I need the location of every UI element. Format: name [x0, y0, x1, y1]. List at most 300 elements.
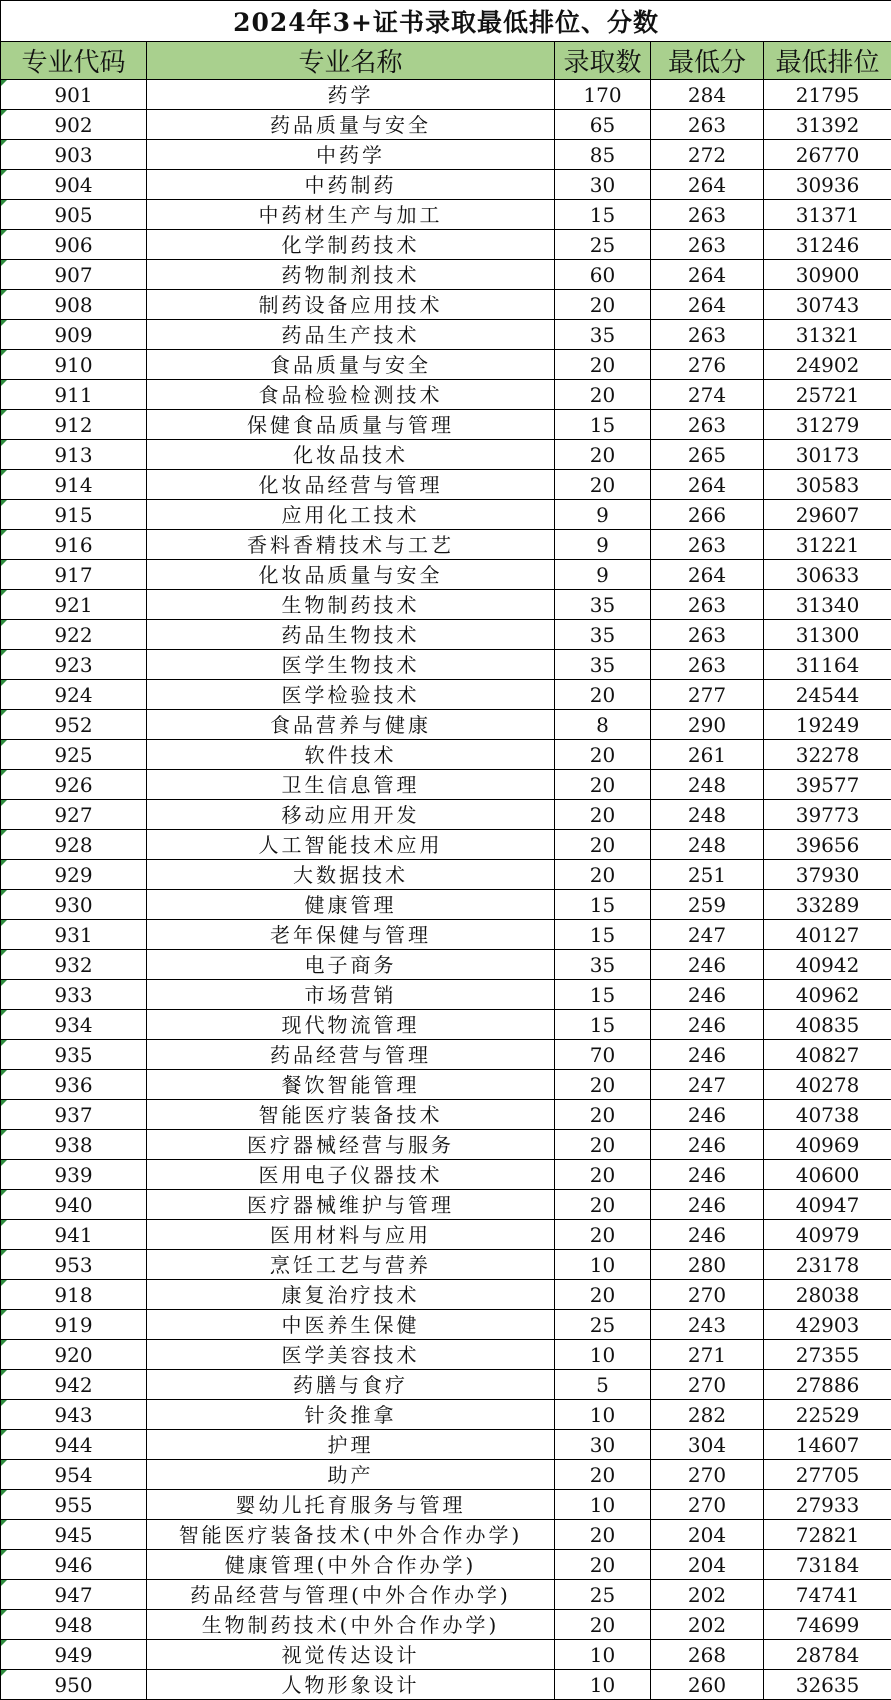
min-rank-cell: 74741 [764, 1580, 891, 1610]
table-row [1, 1670, 891, 1700]
min-rank-cell: 23178 [764, 1250, 891, 1280]
min-rank-cell: 40979 [764, 1220, 891, 1250]
min-rank-cell: 30633 [764, 560, 891, 590]
min-score-cell: 280 [651, 1250, 764, 1280]
major-name-cell: 医学生物技术 [147, 650, 555, 680]
major-name-cell: 康复治疗技术 [147, 1280, 555, 1310]
major-code-cell: 914 [1, 470, 147, 500]
major-code-cell: 924 [1, 680, 147, 710]
min-rank-cell: 31279 [764, 410, 891, 440]
min-score-cell: 272 [651, 140, 764, 170]
min-score-cell: 246 [651, 1160, 764, 1190]
admitted-count-cell: 35 [555, 650, 651, 680]
major-code-cell: 950 [1, 1670, 147, 1700]
min-score-cell: 263 [651, 590, 764, 620]
table-row [1, 950, 891, 980]
min-rank-cell: 27705 [764, 1460, 891, 1490]
major-name-cell: 健康管理(中外合作办学) [147, 1550, 555, 1580]
major-name-cell: 化妆品技术 [147, 440, 555, 470]
min-rank-cell: 31221 [764, 530, 891, 560]
table-row [1, 740, 891, 770]
admitted-count-cell: 20 [555, 470, 651, 500]
major-name-cell: 人物形象设计 [147, 1670, 555, 1700]
major-code-cell: 906 [1, 230, 147, 260]
admitted-count-cell: 10 [555, 1250, 651, 1280]
table-row [1, 1010, 891, 1040]
major-code-cell: 948 [1, 1610, 147, 1640]
min-rank-cell: 39577 [764, 770, 891, 800]
admitted-count-cell: 20 [555, 740, 651, 770]
major-name-cell: 制药设备应用技术 [147, 290, 555, 320]
admitted-count-cell: 10 [555, 1670, 651, 1700]
min-score-cell: 276 [651, 350, 764, 380]
column-header-admitted: 录取数 [555, 42, 651, 80]
major-code-cell: 907 [1, 260, 147, 290]
admitted-count-cell: 85 [555, 140, 651, 170]
admitted-count-cell: 20 [555, 440, 651, 470]
major-name-cell: 药膳与食疗 [147, 1370, 555, 1400]
min-rank-cell: 37930 [764, 860, 891, 890]
min-rank-cell: 27355 [764, 1340, 891, 1370]
admitted-count-cell: 25 [555, 230, 651, 260]
major-name-cell: 医用材料与应用 [147, 1220, 555, 1250]
table-row [1, 1610, 891, 1640]
min-rank-cell: 26770 [764, 140, 891, 170]
min-rank-cell: 72821 [764, 1520, 891, 1550]
major-name-cell: 医学美容技术 [147, 1340, 555, 1370]
column-header-min-score: 最低分 [651, 42, 764, 80]
min-score-cell: 247 [651, 920, 764, 950]
major-code-cell: 919 [1, 1310, 147, 1340]
min-score-cell: 263 [651, 200, 764, 230]
admitted-count-cell: 5 [555, 1370, 651, 1400]
min-rank-cell: 40835 [764, 1010, 891, 1040]
table-row [1, 710, 891, 740]
major-name-cell: 烹饪工艺与营养 [147, 1250, 555, 1280]
major-code-cell: 954 [1, 1460, 147, 1490]
table-row [1, 1340, 891, 1370]
major-name-cell: 中药学 [147, 140, 555, 170]
table-row [1, 470, 891, 500]
admitted-count-cell: 10 [555, 1340, 651, 1370]
table-row [1, 1250, 891, 1280]
table-row [1, 650, 891, 680]
admitted-count-cell: 10 [555, 1490, 651, 1520]
table-row [1, 110, 891, 140]
admitted-count-cell: 9 [555, 560, 651, 590]
major-code-cell: 929 [1, 860, 147, 890]
admitted-count-cell: 20 [555, 770, 651, 800]
table-row [1, 1640, 891, 1670]
min-rank-cell: 31340 [764, 590, 891, 620]
admitted-count-cell: 20 [555, 1220, 651, 1250]
admitted-count-cell: 70 [555, 1040, 651, 1070]
admitted-count-cell: 15 [555, 890, 651, 920]
admitted-count-cell: 170 [555, 80, 651, 110]
min-score-cell: 277 [651, 680, 764, 710]
major-name-cell: 餐饮智能管理 [147, 1070, 555, 1100]
major-code-cell: 939 [1, 1160, 147, 1190]
major-name-cell: 软件技术 [147, 740, 555, 770]
min-score-cell: 260 [651, 1670, 764, 1700]
min-score-cell: 264 [651, 260, 764, 290]
min-rank-cell: 31164 [764, 650, 891, 680]
admitted-count-cell: 20 [555, 860, 651, 890]
min-score-cell: 202 [651, 1580, 764, 1610]
min-rank-cell: 30936 [764, 170, 891, 200]
major-name-cell: 药品生产技术 [147, 320, 555, 350]
admitted-count-cell: 60 [555, 260, 651, 290]
min-rank-cell: 40600 [764, 1160, 891, 1190]
major-name-cell: 化妆品质量与安全 [147, 560, 555, 590]
major-code-cell: 928 [1, 830, 147, 860]
major-name-cell: 医学检验技术 [147, 680, 555, 710]
min-rank-cell: 40738 [764, 1100, 891, 1130]
admitted-count-cell: 9 [555, 500, 651, 530]
min-rank-cell: 33289 [764, 890, 891, 920]
major-name-cell: 智能医疗装备技术(中外合作办学) [147, 1520, 555, 1550]
min-score-cell: 284 [651, 80, 764, 110]
min-rank-cell: 22529 [764, 1400, 891, 1430]
major-code-cell: 917 [1, 560, 147, 590]
min-rank-cell: 24902 [764, 350, 891, 380]
table-row [1, 1160, 891, 1190]
min-score-cell: 246 [651, 1040, 764, 1070]
major-code-cell: 913 [1, 440, 147, 470]
table-row [1, 1100, 891, 1130]
major-name-cell: 助产 [147, 1460, 555, 1490]
admitted-count-cell: 15 [555, 410, 651, 440]
min-score-cell: 282 [651, 1400, 764, 1430]
admitted-count-cell: 20 [555, 1550, 651, 1580]
table-row [1, 80, 891, 110]
min-rank-cell: 28784 [764, 1640, 891, 1670]
major-name-cell: 中药制药 [147, 170, 555, 200]
admitted-count-cell: 20 [555, 1160, 651, 1190]
min-score-cell: 264 [651, 470, 764, 500]
major-code-cell: 904 [1, 170, 147, 200]
major-code-cell: 932 [1, 950, 147, 980]
major-code-cell: 955 [1, 1490, 147, 1520]
min-rank-cell: 40278 [764, 1070, 891, 1100]
major-name-cell: 生物制药技术(中外合作办学) [147, 1610, 555, 1640]
title-row [1, 1, 891, 42]
min-score-cell: 246 [651, 980, 764, 1010]
major-code-cell: 903 [1, 140, 147, 170]
table-row [1, 410, 891, 440]
major-name-cell: 药学 [147, 80, 555, 110]
major-code-cell: 927 [1, 800, 147, 830]
major-name-cell: 现代物流管理 [147, 1010, 555, 1040]
table-row [1, 230, 891, 260]
major-code-cell: 908 [1, 290, 147, 320]
major-name-cell: 药品质量与安全 [147, 110, 555, 140]
table-row [1, 1430, 891, 1460]
major-name-cell: 药品生物技术 [147, 620, 555, 650]
min-score-cell: 246 [651, 1220, 764, 1250]
min-score-cell: 246 [651, 1010, 764, 1040]
min-score-cell: 204 [651, 1550, 764, 1580]
table-title: 2024年3+证书录取最低排位、分数 [1, 1, 891, 42]
major-code-cell: 938 [1, 1130, 147, 1160]
min-rank-cell: 32635 [764, 1670, 891, 1700]
table-row [1, 770, 891, 800]
min-rank-cell: 32278 [764, 740, 891, 770]
table-row [1, 1190, 891, 1220]
min-score-cell: 270 [651, 1370, 764, 1400]
major-code-cell: 901 [1, 80, 147, 110]
min-rank-cell: 40969 [764, 1130, 891, 1160]
major-code-cell: 920 [1, 1340, 147, 1370]
admitted-count-cell: 8 [555, 710, 651, 740]
major-name-cell: 电子商务 [147, 950, 555, 980]
major-code-cell: 912 [1, 410, 147, 440]
major-code-cell: 923 [1, 650, 147, 680]
major-name-cell: 老年保健与管理 [147, 920, 555, 950]
table-row [1, 1310, 891, 1340]
min-score-cell: 270 [651, 1490, 764, 1520]
major-name-cell: 视觉传达设计 [147, 1640, 555, 1670]
table-row [1, 800, 891, 830]
min-score-cell: 246 [651, 1100, 764, 1130]
admitted-count-cell: 20 [555, 1070, 651, 1100]
major-name-cell: 智能医疗装备技术 [147, 1100, 555, 1130]
min-score-cell: 271 [651, 1340, 764, 1370]
major-code-cell: 930 [1, 890, 147, 920]
major-code-cell: 933 [1, 980, 147, 1010]
min-score-cell: 268 [651, 1640, 764, 1670]
table-row [1, 1280, 891, 1310]
min-score-cell: 304 [651, 1430, 764, 1460]
min-rank-cell: 31246 [764, 230, 891, 260]
min-score-cell: 261 [651, 740, 764, 770]
min-rank-cell: 14607 [764, 1430, 891, 1460]
column-header-name: 专业名称 [147, 42, 555, 80]
major-code-cell: 909 [1, 320, 147, 350]
min-rank-cell: 40962 [764, 980, 891, 1010]
table-row [1, 1490, 891, 1520]
admitted-count-cell: 35 [555, 320, 651, 350]
min-rank-cell: 29607 [764, 500, 891, 530]
admitted-count-cell: 20 [555, 1520, 651, 1550]
table-row [1, 560, 891, 590]
table-row [1, 440, 891, 470]
min-rank-cell: 30743 [764, 290, 891, 320]
table-row [1, 500, 891, 530]
table-row [1, 380, 891, 410]
admitted-count-cell: 35 [555, 950, 651, 980]
admitted-count-cell: 10 [555, 1640, 651, 1670]
admitted-count-cell: 10 [555, 1400, 651, 1430]
min-score-cell: 266 [651, 500, 764, 530]
min-rank-cell: 39656 [764, 830, 891, 860]
major-name-cell: 化学制药技术 [147, 230, 555, 260]
major-code-cell: 935 [1, 1040, 147, 1070]
admitted-count-cell: 20 [555, 800, 651, 830]
major-name-cell: 医疗器械维护与管理 [147, 1190, 555, 1220]
admitted-count-cell: 30 [555, 1430, 651, 1460]
major-code-cell: 940 [1, 1190, 147, 1220]
table-row [1, 590, 891, 620]
min-rank-cell: 40127 [764, 920, 891, 950]
major-code-cell: 911 [1, 380, 147, 410]
min-score-cell: 202 [651, 1610, 764, 1640]
admitted-count-cell: 9 [555, 530, 651, 560]
major-name-cell: 应用化工技术 [147, 500, 555, 530]
major-code-cell: 936 [1, 1070, 147, 1100]
major-code-cell: 947 [1, 1580, 147, 1610]
table-row [1, 890, 891, 920]
table-row [1, 1550, 891, 1580]
admitted-count-cell: 20 [555, 1610, 651, 1640]
table-body [1, 80, 891, 1700]
min-score-cell: 274 [651, 380, 764, 410]
min-score-cell: 270 [651, 1280, 764, 1310]
admitted-count-cell: 35 [555, 620, 651, 650]
admitted-count-cell: 20 [555, 1130, 651, 1160]
table-row [1, 1370, 891, 1400]
major-name-cell: 食品营养与健康 [147, 710, 555, 740]
major-name-cell: 保健食品质量与管理 [147, 410, 555, 440]
major-name-cell: 中医养生保健 [147, 1310, 555, 1340]
min-score-cell: 270 [651, 1460, 764, 1490]
major-name-cell: 医疗器械经营与服务 [147, 1130, 555, 1160]
min-rank-cell: 19249 [764, 710, 891, 740]
major-name-cell: 市场营销 [147, 980, 555, 1010]
admitted-count-cell: 20 [555, 350, 651, 380]
major-name-cell: 健康管理 [147, 890, 555, 920]
table-row [1, 350, 891, 380]
min-rank-cell: 27886 [764, 1370, 891, 1400]
major-name-cell: 中药材生产与加工 [147, 200, 555, 230]
admitted-count-cell: 15 [555, 200, 651, 230]
major-name-cell: 食品质量与安全 [147, 350, 555, 380]
major-code-cell: 952 [1, 710, 147, 740]
table-row [1, 680, 891, 710]
admitted-count-cell: 65 [555, 110, 651, 140]
table-row [1, 1130, 891, 1160]
admitted-count-cell: 15 [555, 1010, 651, 1040]
admitted-count-cell: 30 [555, 170, 651, 200]
major-name-cell: 香料香精技术与工艺 [147, 530, 555, 560]
min-rank-cell: 21795 [764, 80, 891, 110]
table-row [1, 1460, 891, 1490]
table-row [1, 1400, 891, 1430]
column-header-code: 专业代码 [1, 42, 147, 80]
header-row [1, 42, 891, 80]
table-row [1, 320, 891, 350]
min-score-cell: 246 [651, 950, 764, 980]
admitted-count-cell: 15 [555, 980, 651, 1010]
min-rank-cell: 31371 [764, 200, 891, 230]
table-row [1, 830, 891, 860]
table-row [1, 980, 891, 1010]
admitted-count-cell: 20 [555, 1460, 651, 1490]
min-score-cell: 243 [651, 1310, 764, 1340]
major-code-cell: 921 [1, 590, 147, 620]
table-row [1, 1580, 891, 1610]
min-score-cell: 263 [651, 650, 764, 680]
min-rank-cell: 73184 [764, 1550, 891, 1580]
major-code-cell: 905 [1, 200, 147, 230]
min-score-cell: 204 [651, 1520, 764, 1550]
table-row [1, 530, 891, 560]
min-rank-cell: 30583 [764, 470, 891, 500]
min-score-cell: 248 [651, 770, 764, 800]
admitted-count-cell: 20 [555, 290, 651, 320]
column-header-min-rank: 最低排位 [764, 42, 891, 80]
major-name-cell: 化妆品经营与管理 [147, 470, 555, 500]
major-name-cell: 药品经营与管理(中外合作办学) [147, 1580, 555, 1610]
major-code-cell: 926 [1, 770, 147, 800]
admitted-count-cell: 20 [555, 680, 651, 710]
min-score-cell: 290 [651, 710, 764, 740]
min-score-cell: 263 [651, 110, 764, 140]
admitted-count-cell: 35 [555, 590, 651, 620]
major-code-cell: 910 [1, 350, 147, 380]
major-name-cell: 卫生信息管理 [147, 770, 555, 800]
admitted-count-cell: 20 [555, 1190, 651, 1220]
major-code-cell: 945 [1, 1520, 147, 1550]
major-code-cell: 916 [1, 530, 147, 560]
major-code-cell: 953 [1, 1250, 147, 1280]
major-name-cell: 大数据技术 [147, 860, 555, 890]
min-score-cell: 264 [651, 170, 764, 200]
table-row [1, 290, 891, 320]
table-row [1, 1040, 891, 1070]
table-row [1, 1070, 891, 1100]
admitted-count-cell: 25 [555, 1310, 651, 1340]
admitted-count-cell: 20 [555, 830, 651, 860]
min-score-cell: 248 [651, 830, 764, 860]
major-name-cell: 生物制药技术 [147, 590, 555, 620]
table-row [1, 860, 891, 890]
min-rank-cell: 74699 [764, 1610, 891, 1640]
min-rank-cell: 40942 [764, 950, 891, 980]
min-score-cell: 263 [651, 530, 764, 560]
major-code-cell: 918 [1, 1280, 147, 1310]
admitted-count-cell: 20 [555, 380, 651, 410]
admitted-count-cell: 20 [555, 1100, 651, 1130]
major-code-cell: 942 [1, 1370, 147, 1400]
major-code-cell: 922 [1, 620, 147, 650]
table-row [1, 1520, 891, 1550]
min-score-cell: 246 [651, 1130, 764, 1160]
min-rank-cell: 42903 [764, 1310, 891, 1340]
table-row [1, 1220, 891, 1250]
min-score-cell: 259 [651, 890, 764, 920]
min-rank-cell: 30900 [764, 260, 891, 290]
major-code-cell: 925 [1, 740, 147, 770]
major-name-cell: 药品经营与管理 [147, 1040, 555, 1070]
min-score-cell: 263 [651, 620, 764, 650]
min-score-cell: 248 [651, 800, 764, 830]
min-score-cell: 264 [651, 560, 764, 590]
major-name-cell: 针灸推拿 [147, 1400, 555, 1430]
min-rank-cell: 24544 [764, 680, 891, 710]
major-code-cell: 949 [1, 1640, 147, 1670]
min-score-cell: 247 [651, 1070, 764, 1100]
min-score-cell: 264 [651, 290, 764, 320]
major-code-cell: 946 [1, 1550, 147, 1580]
min-rank-cell: 31300 [764, 620, 891, 650]
min-score-cell: 263 [651, 320, 764, 350]
major-name-cell: 婴幼儿托育服务与管理 [147, 1490, 555, 1520]
major-code-cell: 934 [1, 1010, 147, 1040]
min-rank-cell: 30173 [764, 440, 891, 470]
major-code-cell: 931 [1, 920, 147, 950]
major-name-cell: 护理 [147, 1430, 555, 1460]
